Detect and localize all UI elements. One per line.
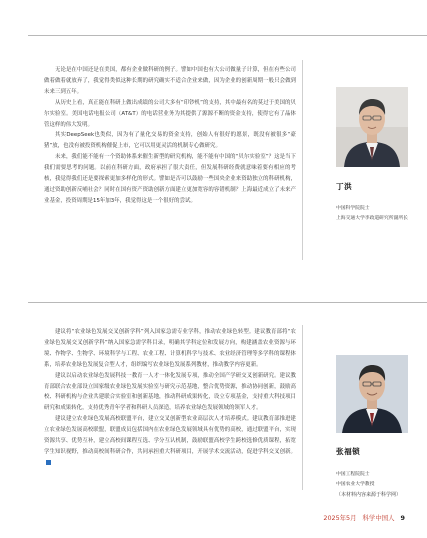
article-section-1 bbox=[44, 65, 296, 207]
person-name: 丁洪 bbox=[336, 182, 353, 191]
person-affiliation bbox=[336, 470, 416, 490]
paragraph: 从历史上看，真正能在科研上做出成绩的公司大多有“印钞机”的支持，其中最有名的莫过于美国的贝尔实验室。美国电话电报公司（AT&T）的电话营业务为其提供了源源不断的资金支持，使得它有了晶体管这样的伟大发明。 bbox=[44, 99, 296, 128]
paragraph: 无论是在中国还是在美国，都有企业做科研的例子。譬如中国也有大公司做量子计算，但在有些公司做着做着就放弃了，我觉得类似这种长期的研究确实不适合企业来做，因为企业的创新周期一般只会做到未来三到五年。 bbox=[44, 67, 296, 95]
page-footer bbox=[323, 513, 405, 522]
portrait-photo-ding-hong bbox=[336, 87, 408, 167]
paragraph: 未来，我们能不能有一个资助体系来催生新型的研究机构，能不能有中国的“贝尔实验室”？这是当下我们需要思考的问题。以前在科研方面，政府承担了很大责任，但发展科研经费就意味着要有相应的考核，我觉得我们还是要探索更加多样化的形式。譬如是否可以鼓励一些国央企业来资助独立的科研机构，通过资助创新反哺社会？同时在国有资产资助创新方面建立更加宽容的容错机制？上海最近成立了未来产业基金，投资周期是15年加3年，我觉得这是一个很好的尝试。 bbox=[44, 154, 296, 204]
portrait-photo-zhang-fusuo bbox=[336, 355, 408, 433]
top-divider bbox=[28, 35, 427, 36]
affiliation-line: 中国工程院院士 bbox=[336, 472, 370, 477]
page-number: 9 bbox=[400, 514, 405, 522]
source-note: （本材料内容来源于科学网） bbox=[335, 492, 401, 498]
affiliation-line: 中国农业大学教授 bbox=[336, 482, 375, 487]
paragraph bbox=[44, 414, 296, 469]
section-divider bbox=[28, 302, 427, 303]
person-name: 张福锁 bbox=[336, 447, 361, 456]
column-divider bbox=[302, 60, 303, 260]
affiliation-line: 上海交通大学李政道研究所副所长 bbox=[336, 216, 408, 221]
column-divider bbox=[302, 325, 303, 490]
person-affiliation bbox=[336, 204, 416, 224]
end-mark-icon bbox=[46, 460, 51, 465]
paragraph-text: 建议建立农业绿色发展高校联盟平台，建立交叉创新型农业高层次人才培养模式。建议教育部推进建立农业绿色发展高校联盟，联盟成员包括国内在农业绿色发展领域具有优势的高校，通过联盟平台，实现资源共享、优势互补，建立高校间课程互选、学分互认机制，鼓励联盟高校学生跨校选修优质课程，拓宽学生知识视野，推动高校间科研合作，共同承担重大科研项目，开展学术交流活动，促进学科交叉创新。 bbox=[44, 416, 296, 455]
paragraph: 建议将“农业绿色发展交叉创新学科”列入国家急需专业学科，推动农业绿色转型。建议教育部将“农业绿色发展交叉创新学科”纳入国家急需学科目录，明确其学科定位和发展方向，构建涵盖农业资源与环境、作物学、生物学、环境科学与工程、农业工程、计算机科学与技术、农业经济管理等多学科的课程体系，培养农业绿色发展复合型人才，组织编写农业绿色发展系列教材，推动教学内容更新。 bbox=[44, 329, 296, 368]
paragraph: 其实DeepSeek也类似，因为有了量化交易的资金支持，创始人有很好的愿景，既没有被很多“豪猪”放，也没有被投资机构催促上市，它可以用更灵活的机制专心做研究。 bbox=[44, 132, 296, 150]
magazine-name: 科学中国人 bbox=[362, 514, 395, 522]
paragraph: 建议以启动农业绿色发展科技一教育一人才一体化发展专项，推动全国产学研交叉创新研究。建议教育部联合农业部设立国家级农业绿色发展实验室与研究示范基地，整合优势资源，推动协同创新，鼓励高校、科研机构与企业共建联合实验室和创新基地，推动科研成果转化，设立专项基金，支持重大科技项目研究和成果转化，支持优秀青年学者和科研人员深造，培养农业绿色发展领域的领军人才。 bbox=[44, 372, 296, 412]
affiliation-line: 中国科学院院士 bbox=[336, 206, 370, 211]
issue-date: 2025年5月 bbox=[323, 514, 357, 522]
article-section-2 bbox=[44, 327, 296, 469]
